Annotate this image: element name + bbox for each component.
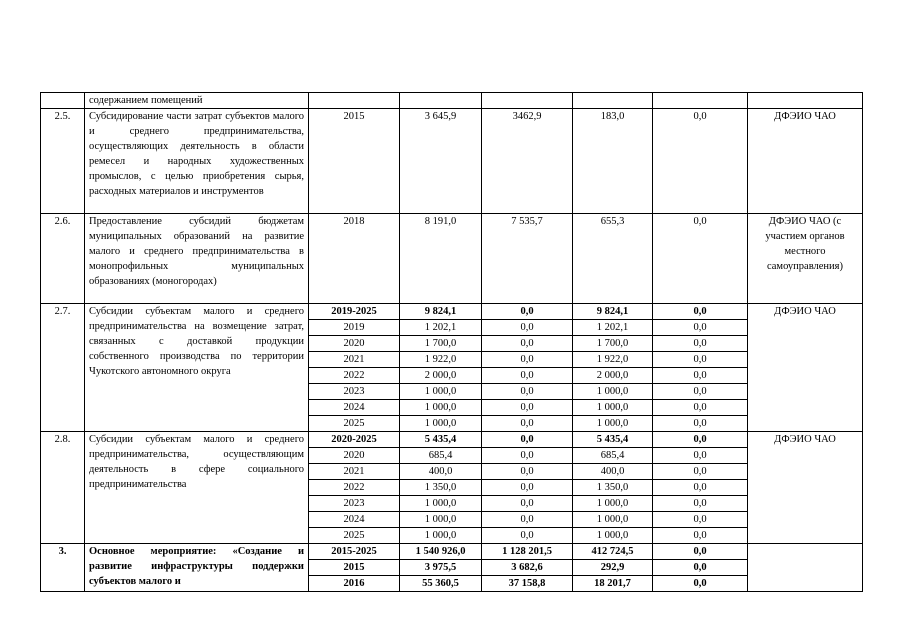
row-number: 2.5. — [41, 109, 85, 214]
total-cell: 1 000,0 — [400, 528, 482, 544]
year-cell: 2016 — [309, 576, 400, 592]
total-cell: 1 000,0 — [400, 512, 482, 528]
funding-cell-2: 183,0 — [573, 109, 653, 214]
year-cell: 2019 — [309, 320, 400, 336]
year-cell: 2025 — [309, 528, 400, 544]
activity-description: Субсидии субъектам малого и среднего предпринимательства на возмещение затрат, связанных с доставкой продукции собственного производства по территории Чукотского автономного округа — [85, 304, 309, 432]
program-activities-table — [40, 92, 863, 592]
funding-cell-1: 3 682,6 — [482, 560, 573, 576]
funding-cell-1: 0,0 — [482, 480, 573, 496]
funding-cell-2: 1 202,1 — [573, 320, 653, 336]
executor-cell: ДФЭИО ЧАО — [748, 432, 863, 544]
total-cell: 3 645,9 — [400, 109, 482, 214]
year-cell: 2021 — [309, 352, 400, 368]
year-cell: 2023 — [309, 384, 400, 400]
executor-cell: ДФЭИО ЧАО — [748, 304, 863, 432]
activity-description: Субсидии субъектам малого и среднего предпринимательства, осуществляющим деятельность в сфере социального предпринимательства — [85, 432, 309, 544]
funding-cell-3: 0,0 — [653, 544, 748, 560]
table-row — [41, 214, 863, 304]
funding-cell-3: 0,0 — [653, 320, 748, 336]
year-cell: 2025 — [309, 416, 400, 432]
activity-description: Предоставление субсидий бюджетам муниципальных образований на развитие малого и среднего предпринимательства в монопрофильных муниципальных образованиях (моногородах) — [85, 214, 309, 304]
year-cell: 2015 — [309, 560, 400, 576]
total-cell: 5 435,4 — [400, 432, 482, 448]
year-cell: 2015 — [309, 109, 400, 214]
funding-cell-2: 1 000,0 — [573, 400, 653, 416]
funding-cell-2: 400,0 — [573, 464, 653, 480]
funding-cell-2: 5 435,4 — [573, 432, 653, 448]
funding-cell-3: 0,0 — [653, 432, 748, 448]
total-cell: 3 975,5 — [400, 560, 482, 576]
funding-cell-2: 1 922,0 — [573, 352, 653, 368]
total-cell: 1 700,0 — [400, 336, 482, 352]
year-cell: 2020-2025 — [309, 432, 400, 448]
funding-cell-2: 2 000,0 — [573, 368, 653, 384]
funding-cell-2: 1 000,0 — [573, 528, 653, 544]
activity-description: Основное мероприятие: «Создание и развитие инфраструктуры поддержки субъектов малого и — [85, 544, 309, 592]
year-cell: 2021 — [309, 464, 400, 480]
total-cell: 1 350,0 — [400, 480, 482, 496]
funding-cell-1: 7 535,7 — [482, 214, 573, 304]
funding-cell-2: 1 000,0 — [573, 416, 653, 432]
total-cell: 1 000,0 — [400, 496, 482, 512]
table-row — [41, 109, 863, 214]
funding-cell-3: 0,0 — [653, 576, 748, 592]
funding-cell-3: 0,0 — [653, 496, 748, 512]
funding-cell-1: 0,0 — [482, 384, 573, 400]
total-cell: 1 000,0 — [400, 416, 482, 432]
funding-cell-1: 0,0 — [482, 320, 573, 336]
funding-cell-1: 0,0 — [482, 304, 573, 320]
year-cell: 2022 — [309, 368, 400, 384]
executor-cell: ДФЭИО ЧАО (с участием органов местного самоуправления) — [748, 214, 863, 304]
year-cell: 2019-2025 — [309, 304, 400, 320]
funding-cell-1: 37 158,8 — [482, 576, 573, 592]
executor-cell — [748, 544, 863, 592]
funding-cell-2: 1 000,0 — [573, 384, 653, 400]
funding-cell-2: 685,4 — [573, 448, 653, 464]
funding-cell-3: 0,0 — [653, 368, 748, 384]
funding-cell-1: 0,0 — [482, 432, 573, 448]
funding-cell-2: 1 700,0 — [573, 336, 653, 352]
funding-cell-3: 0,0 — [653, 416, 748, 432]
funding-cell-1: 0,0 — [482, 496, 573, 512]
total-cell: 1 000,0 — [400, 384, 482, 400]
year-cell: 2018 — [309, 214, 400, 304]
funding-cell-2: 1 000,0 — [573, 496, 653, 512]
table-row — [41, 93, 863, 109]
funding-cell-2: 655,3 — [573, 214, 653, 304]
funding-cell-1: 0,0 — [482, 528, 573, 544]
funding-cell-3: 0,0 — [653, 512, 748, 528]
funding-cell-2: 18 201,7 — [573, 576, 653, 592]
total-cell: 1 540 926,0 — [400, 544, 482, 560]
funding-cell-1: 0,0 — [482, 448, 573, 464]
executor-cell: ДФЭИО ЧАО — [748, 109, 863, 214]
funding-cell-3: 0,0 — [653, 304, 748, 320]
table-row — [41, 544, 863, 560]
total-cell: 1 000,0 — [400, 400, 482, 416]
year-cell: 2015-2025 — [309, 544, 400, 560]
funding-cell-2: 412 724,5 — [573, 544, 653, 560]
funding-cell-1: 0,0 — [482, 352, 573, 368]
funding-cell-2: 9 824,1 — [573, 304, 653, 320]
total-cell: 1 202,1 — [400, 320, 482, 336]
row-number: 3. — [41, 544, 85, 592]
funding-cell-1: 0,0 — [482, 512, 573, 528]
total-cell: 1 922,0 — [400, 352, 482, 368]
funding-cell-2: 1 000,0 — [573, 512, 653, 528]
table-row — [41, 432, 863, 448]
funding-cell-3: 0,0 — [653, 336, 748, 352]
total-cell: 9 824,1 — [400, 304, 482, 320]
funding-cell-1: 0,0 — [482, 336, 573, 352]
funding-cell-3: 0,0 — [653, 400, 748, 416]
funding-cell-1: 0,0 — [482, 368, 573, 384]
funding-cell-3: 0,0 — [653, 109, 748, 214]
funding-cell-2: 1 350,0 — [573, 480, 653, 496]
funding-cell-3: 0,0 — [653, 352, 748, 368]
funding-cell-2: 292,9 — [573, 560, 653, 576]
year-cell: 2020 — [309, 336, 400, 352]
total-cell: 55 360,5 — [400, 576, 482, 592]
funding-cell-3: 0,0 — [653, 480, 748, 496]
funding-cell-3: 0,0 — [653, 214, 748, 304]
funding-cell-1: 1 128 201,5 — [482, 544, 573, 560]
year-cell: 2020 — [309, 448, 400, 464]
total-cell: 685,4 — [400, 448, 482, 464]
funding-cell-1: 0,0 — [482, 416, 573, 432]
row-number: 2.8. — [41, 432, 85, 544]
funding-cell-3: 0,0 — [653, 448, 748, 464]
year-cell: 2024 — [309, 512, 400, 528]
funding-cell-1: 3462,9 — [482, 109, 573, 214]
row-number: 2.6. — [41, 214, 85, 304]
row-number — [41, 93, 85, 109]
total-cell: 400,0 — [400, 464, 482, 480]
year-cell: 2024 — [309, 400, 400, 416]
funding-cell-3: 0,0 — [653, 528, 748, 544]
funding-cell-1: 0,0 — [482, 400, 573, 416]
funding-cell-3: 0,0 — [653, 464, 748, 480]
year-cell: 2023 — [309, 496, 400, 512]
funding-cell-3: 0,0 — [653, 560, 748, 576]
row-number: 2.7. — [41, 304, 85, 432]
funding-cell-3: 0,0 — [653, 384, 748, 400]
total-cell: 8 191,0 — [400, 214, 482, 304]
total-cell: 2 000,0 — [400, 368, 482, 384]
funding-cell-1: 0,0 — [482, 464, 573, 480]
activity-description: Субсидирование части затрат субъектов малого и среднего предпринимательства, осуществляющих деятельность в области ремесел и народных художественных промыслов, с целью приобретения сырья, расходных материалов и инструментов — [85, 109, 309, 214]
table-row — [41, 304, 863, 320]
activity-description: содержанием помещений — [85, 93, 309, 109]
year-cell: 2022 — [309, 480, 400, 496]
